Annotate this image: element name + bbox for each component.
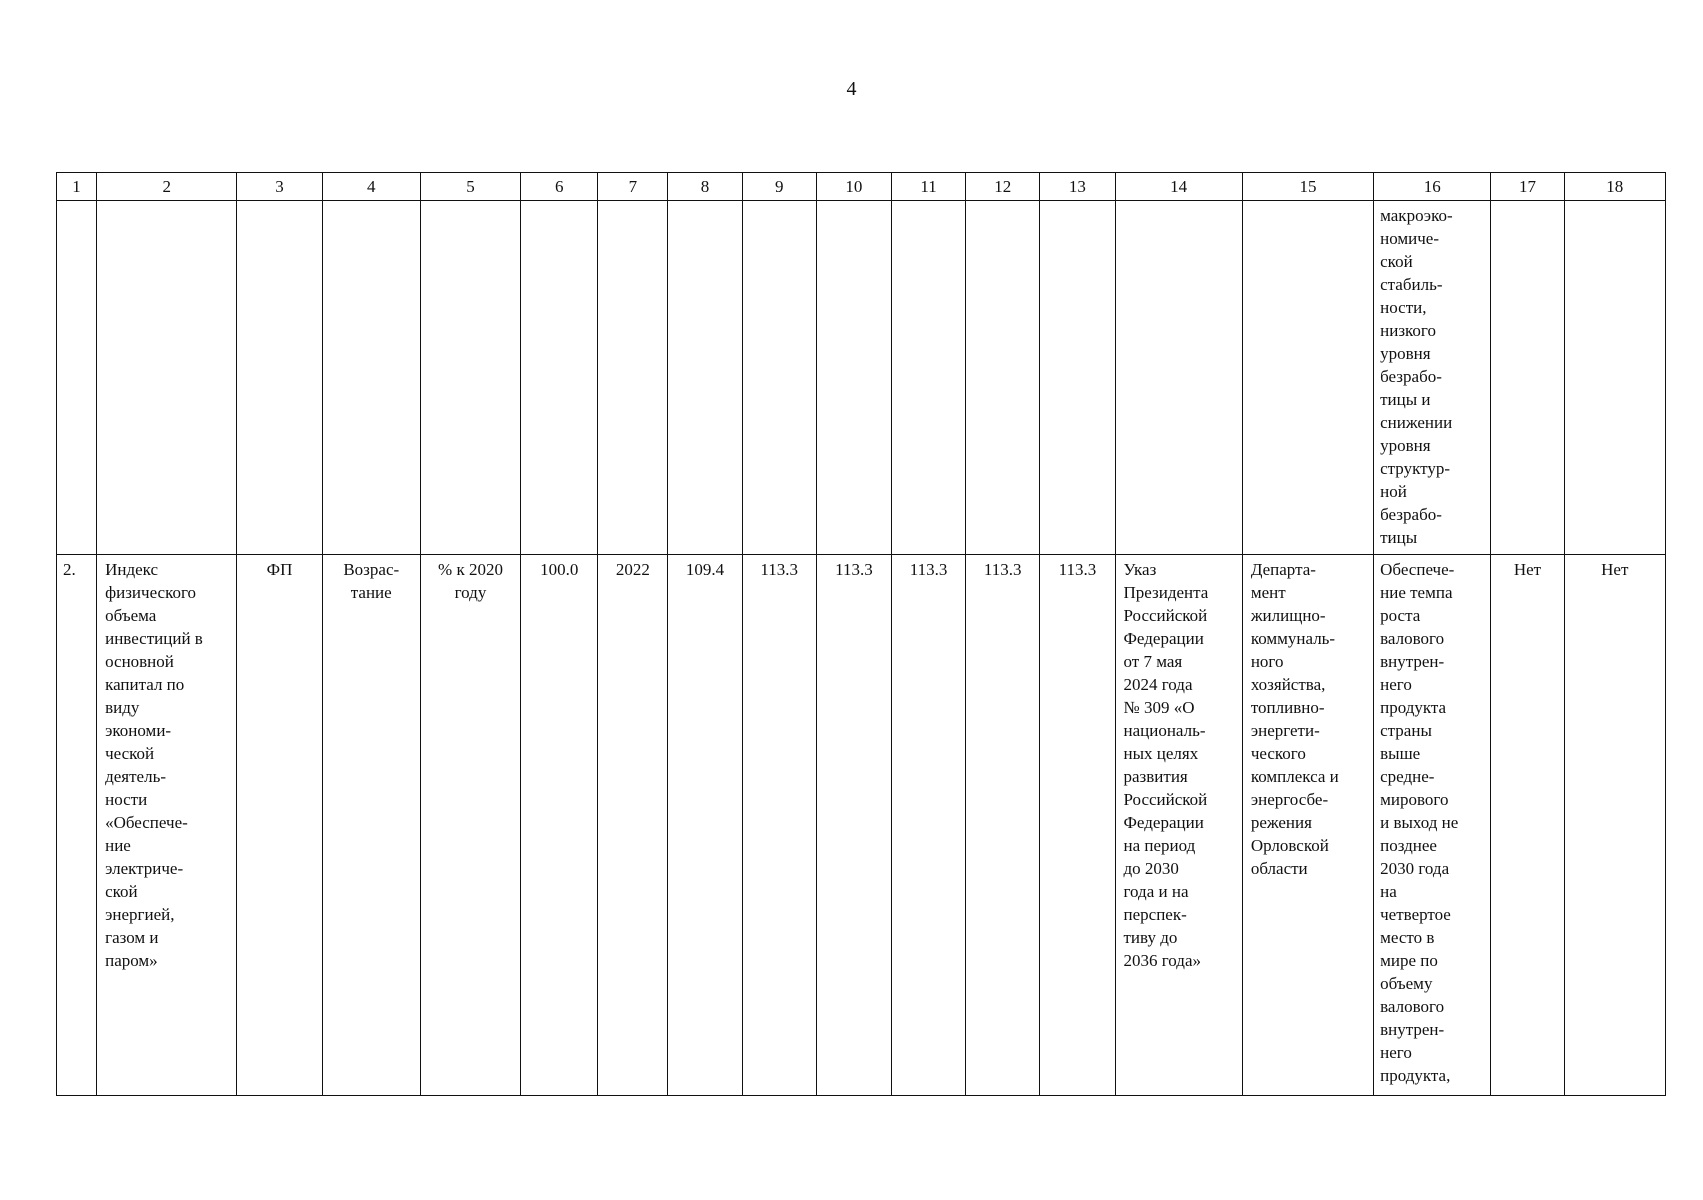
goal-cell: Обеспече- ние темпа роста валового внутрен- него продукта страны выше средне- мирового и выход не позднее 2030 года на четвертое место в мире по объему валового внутрен- него продукта, xyxy=(1374,555,1491,1096)
value-cell-10: 113.3 xyxy=(816,555,891,1096)
value-cell-11: 113.3 xyxy=(891,555,965,1096)
column-number: 10 xyxy=(816,173,891,201)
page-number: 4 xyxy=(846,78,857,100)
indicator-name-cell: Индекс физического объема инвестиций в основной капитал по виду экономи- ческой деятель- ности «Обеспече- ние электриче- ской энергией, газом и паром» xyxy=(97,555,237,1096)
column-number: 1 xyxy=(57,173,97,201)
direction-cell: Возрас- тание xyxy=(322,555,420,1096)
column-number: 6 xyxy=(521,173,598,201)
column-number: 13 xyxy=(1040,173,1115,201)
column-number: 18 xyxy=(1564,173,1665,201)
column-number: 14 xyxy=(1115,173,1242,201)
indicators-table xyxy=(56,172,1666,1096)
column-number: 15 xyxy=(1242,173,1373,201)
value-cell-12: 113.3 xyxy=(966,555,1040,1096)
column-number: 12 xyxy=(966,173,1040,201)
column-number: 7 xyxy=(598,173,668,201)
value-cell-9: 113.3 xyxy=(742,555,816,1096)
continuation-row xyxy=(57,201,1666,555)
value-cell-13: 113.3 xyxy=(1040,555,1115,1096)
unit-cell: % к 2020 году xyxy=(420,555,520,1096)
column-number: 5 xyxy=(420,173,520,201)
column-number: 4 xyxy=(322,173,420,201)
column-number: 3 xyxy=(237,173,322,201)
column-number: 9 xyxy=(742,173,816,201)
column-number: 11 xyxy=(891,173,965,201)
column-number: 2 xyxy=(97,173,237,201)
value-cell-8: 109.4 xyxy=(668,555,742,1096)
col18-cell: Нет xyxy=(1564,555,1665,1096)
document-cell: Указ Президента Российской Федерации от 7 мая 2024 года № 309 «О националь- ных целях развития Российской Федерации на период до 2030 года и на перспек- тиву до 2036 года» xyxy=(1115,555,1242,1096)
row-number-cell: 2. xyxy=(57,555,97,1096)
base-value-cell: 100.0 xyxy=(521,555,598,1096)
column-number: 17 xyxy=(1491,173,1564,201)
col17-cell: Нет xyxy=(1491,555,1564,1096)
column-number: 8 xyxy=(668,173,742,201)
indicator-type-cell: ФП xyxy=(237,555,322,1096)
base-year-cell: 2022 xyxy=(598,555,668,1096)
column-number-row xyxy=(57,173,1666,201)
table-row xyxy=(57,555,1666,1096)
goal-continuation-cell: макроэко- номиче- ской стабиль- ности, низкого уровня безрабо- тицы и снижении уровня структур- ной безрабо- тицы xyxy=(1374,201,1491,555)
column-number: 16 xyxy=(1374,173,1491,201)
responsible-cell: Департа- мент жилищно- коммуналь- ного хозяйства, топливно- энергети- ческого комплекса и энергосбе- режения Орловской области xyxy=(1242,555,1373,1096)
